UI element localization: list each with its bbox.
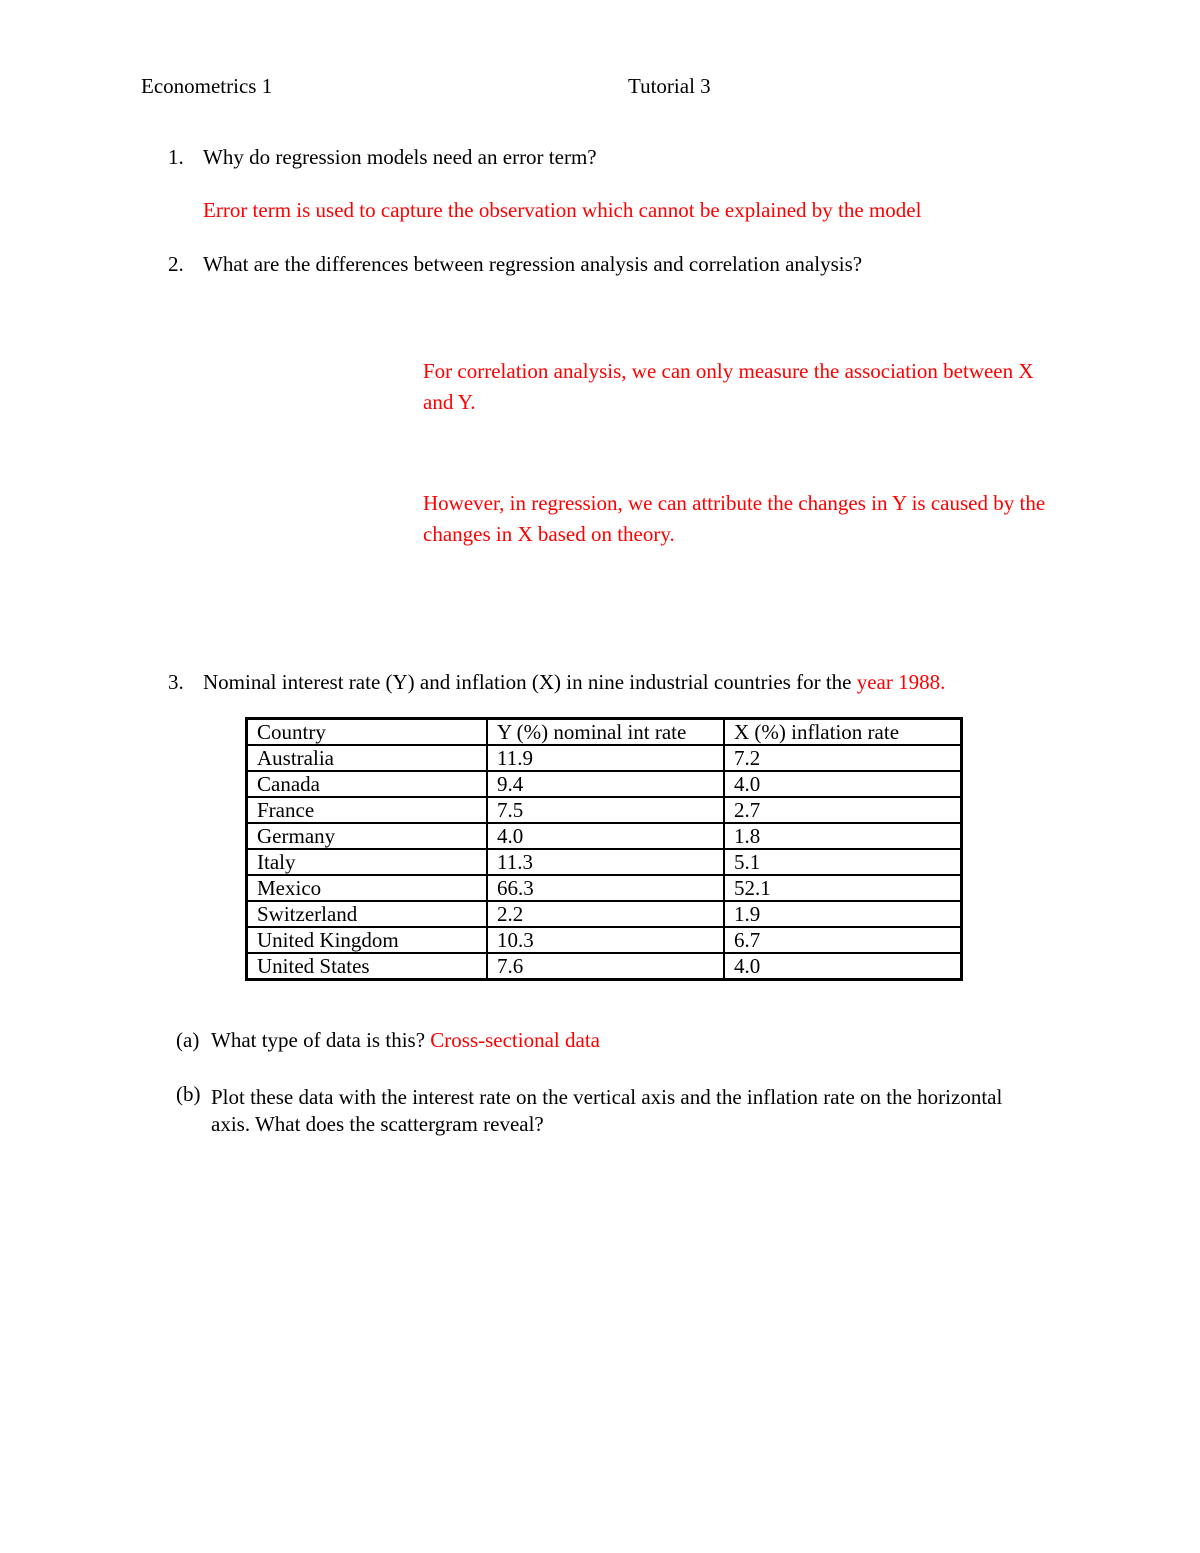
table-header-x: X (%) inflation rate <box>724 719 962 746</box>
table-cell-country: United States <box>247 953 488 980</box>
table-row <box>247 875 962 901</box>
table-header-country: Country <box>247 719 488 746</box>
table-cell-country: United Kingdom <box>247 927 488 953</box>
table-cell-x: 7.2 <box>724 745 962 771</box>
question-2-text: What are the differences between regression analysis and correlation analysis? <box>203 252 863 276</box>
table-row <box>247 849 962 875</box>
table-cell-x: 6.7 <box>724 927 962 953</box>
subquestion-a-label: (a) <box>176 1028 200 1052</box>
table-cell-x: 1.9 <box>724 901 962 927</box>
table-cell-y: 66.3 <box>487 875 724 901</box>
table-cell-y: 7.5 <box>487 797 724 823</box>
subquestion-b-text: Plot these data with the interest rate on the vertical axis and the inflation rate on the horizontal axis. What does the scattergram reveal? <box>211 1085 1003 1136</box>
subquestion-a-question: What type of data is this? <box>211 1028 431 1052</box>
table-row <box>247 745 962 771</box>
table-cell-x: 52.1 <box>724 875 962 901</box>
table-cell-country: Italy <box>247 849 488 875</box>
table-row <box>247 927 962 953</box>
question-1-number: 1. <box>168 145 184 169</box>
table-cell-country: Switzerland <box>247 901 488 927</box>
table-cell-y: 11.3 <box>487 849 724 875</box>
table-row <box>247 771 962 797</box>
interest-inflation-table <box>245 717 963 981</box>
question-2-number: 2. <box>168 252 184 276</box>
table-cell-y: 2.2 <box>487 901 724 927</box>
table-cell-x: 2.7 <box>724 797 962 823</box>
course-title: Econometrics 1 <box>141 74 273 98</box>
question-2-answer-regression: However, in regression, we can attribute the changes in Y is caused by the changes in X based on theory. <box>423 491 1046 546</box>
table-cell-country: Germany <box>247 823 488 849</box>
table-cell-country: Canada <box>247 771 488 797</box>
question-3-text-year: year 1988. <box>856 670 946 694</box>
table-header-row <box>247 719 962 746</box>
question-2-answer-correlation: For correlation analysis, we can only measure the association between X and Y. <box>423 359 1034 414</box>
tutorial-title: Tutorial 3 <box>628 74 711 98</box>
table-cell-y: 7.6 <box>487 953 724 980</box>
question-1-answer: Error term is used to capture the observation which cannot be explained by the model <box>203 198 922 222</box>
question-3-text-main: Nominal interest rate (Y) and inflation (X) in nine industrial countries for the <box>203 670 857 694</box>
table-row <box>247 901 962 927</box>
table-cell-x: 4.0 <box>724 771 962 797</box>
question-3-number: 3. <box>168 670 184 694</box>
table-cell-country: Mexico <box>247 875 488 901</box>
subquestion-a-text <box>211 1030 600 1051</box>
table-cell-country: Australia <box>247 745 488 771</box>
table-cell-x: 1.8 <box>724 823 962 849</box>
table-header-y: Y (%) nominal int rate <box>487 719 724 746</box>
table-cell-x: 4.0 <box>724 953 962 980</box>
subquestion-a-answer: Cross-sectional data <box>430 1028 600 1052</box>
table-cell-y: 11.9 <box>487 745 724 771</box>
table-cell-x: 5.1 <box>724 849 962 875</box>
question-3-text <box>203 672 945 693</box>
table-row <box>247 797 962 823</box>
subquestion-b-label: (b) <box>176 1082 201 1106</box>
table-cell-country: France <box>247 797 488 823</box>
table-cell-y: 4.0 <box>487 823 724 849</box>
table-cell-y: 9.4 <box>487 771 724 797</box>
table-row <box>247 953 962 980</box>
table-cell-y: 10.3 <box>487 927 724 953</box>
table-row <box>247 823 962 849</box>
question-1-text: Why do regression models need an error term? <box>203 145 597 169</box>
